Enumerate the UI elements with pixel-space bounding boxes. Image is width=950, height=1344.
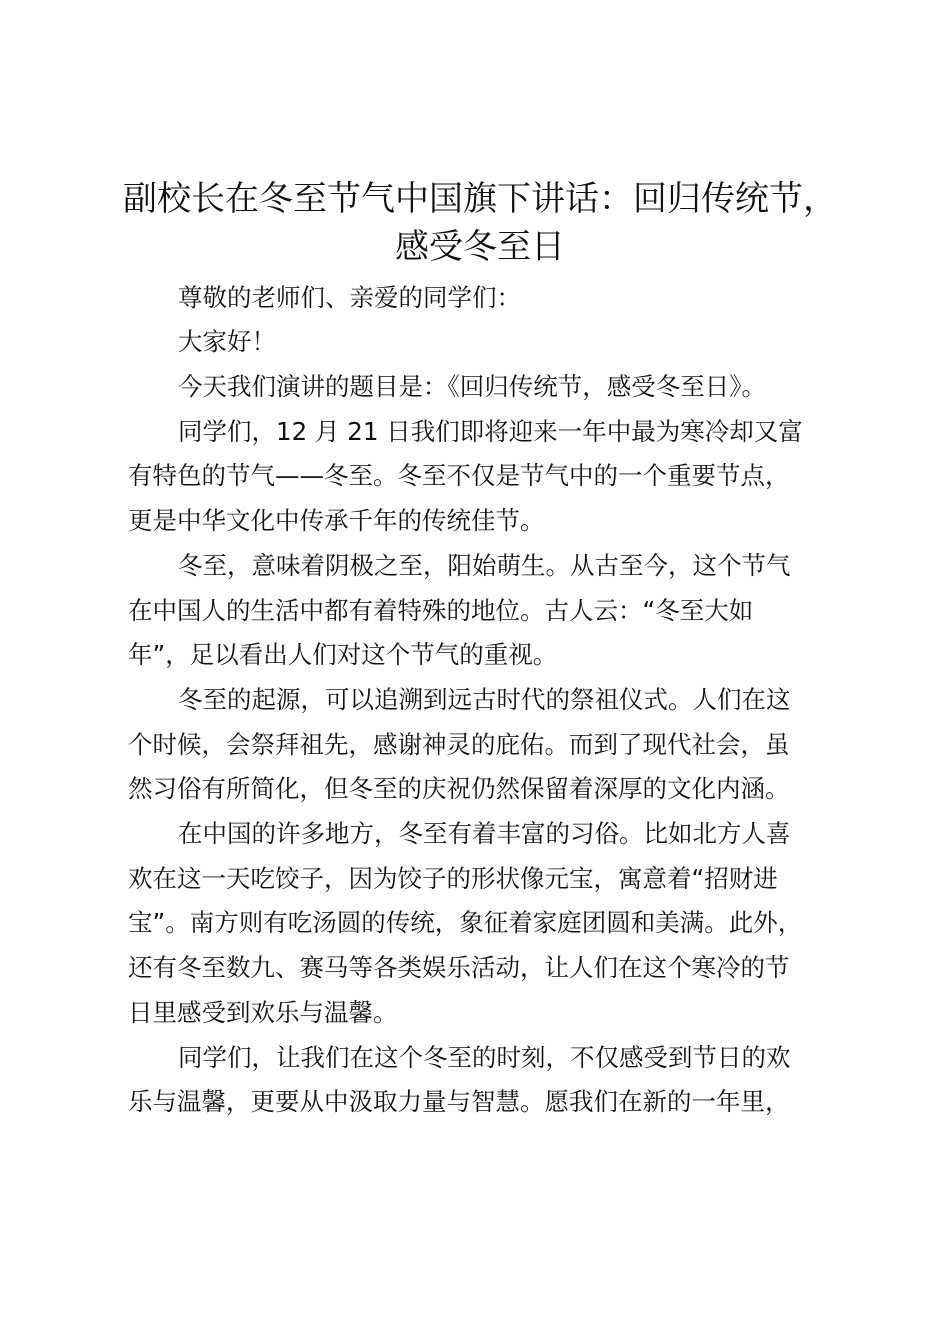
greeting-line: 大家好！	[178, 327, 276, 356]
paragraph-line: 日里感受到欢乐与温馨。	[128, 998, 398, 1027]
paragraph-line: 有特色的节气——冬至。冬至不仅是节气中的一个重要节点，	[128, 461, 790, 490]
salutation-line: 尊敬的老师们、亲爱的同学们：	[178, 283, 521, 312]
paragraph-line: 乐与温馨，更要从中汲取力量与智慧。愿我们在新的一年里，	[128, 1087, 790, 1116]
document-title-line-2: 感受冬至日	[395, 227, 565, 267]
paragraph-line: 欢在这一天吃饺子，因为饺子的形状像元宝，寓意着“招财进	[128, 864, 778, 893]
paragraph-line: 在中国的许多地方，冬至有着丰富的习俗。比如北方人喜	[178, 819, 791, 848]
document-title-line-1: 副校长在冬至节气中国旗下讲话：回归传统节，	[123, 179, 837, 219]
paragraph-line: 年”，足以看出人们对这个节气的重视。	[128, 640, 558, 669]
paragraph-line: 宝”。南方则有吃汤圆的传统，象征着家庭团圆和美满。此外，	[128, 908, 803, 937]
paragraph-line: 更是中华文化中传承千年的传统佳节。	[128, 506, 545, 535]
paragraph-line: 同学们，让我们在这个冬至的时刻，不仅感受到节日的欢	[178, 1043, 791, 1072]
paragraph-line: 还有冬至数九、赛马等各类娱乐活动，让人们在这个寒冷的节	[128, 953, 790, 982]
topic-line: 今天我们演讲的题目是：《回归传统节，感受冬至日》。	[178, 372, 766, 401]
paragraph-line: 冬至的起源，可以追溯到远古时代的祭祖仪式。人们在这	[178, 685, 791, 714]
paragraph-line: 个时候，会祭拜祖先，感谢神灵的庇佑。而到了现代社会，虽	[128, 730, 790, 759]
paragraph-line: 同学们，12 月 21 日我们即将迎来一年中最为寒冷却又富	[178, 417, 803, 446]
paragraph-line: 在中国人的生活中都有着特殊的地位。古人云：“冬至大如	[128, 596, 754, 625]
paragraph-line: 然习俗有所简化，但冬至的庆祝仍然保留着深厚的文化内涵。	[128, 774, 790, 803]
paragraph-line: 冬至，意味着阴极之至，阳始萌生。从古至今，这个节气	[178, 551, 791, 580]
